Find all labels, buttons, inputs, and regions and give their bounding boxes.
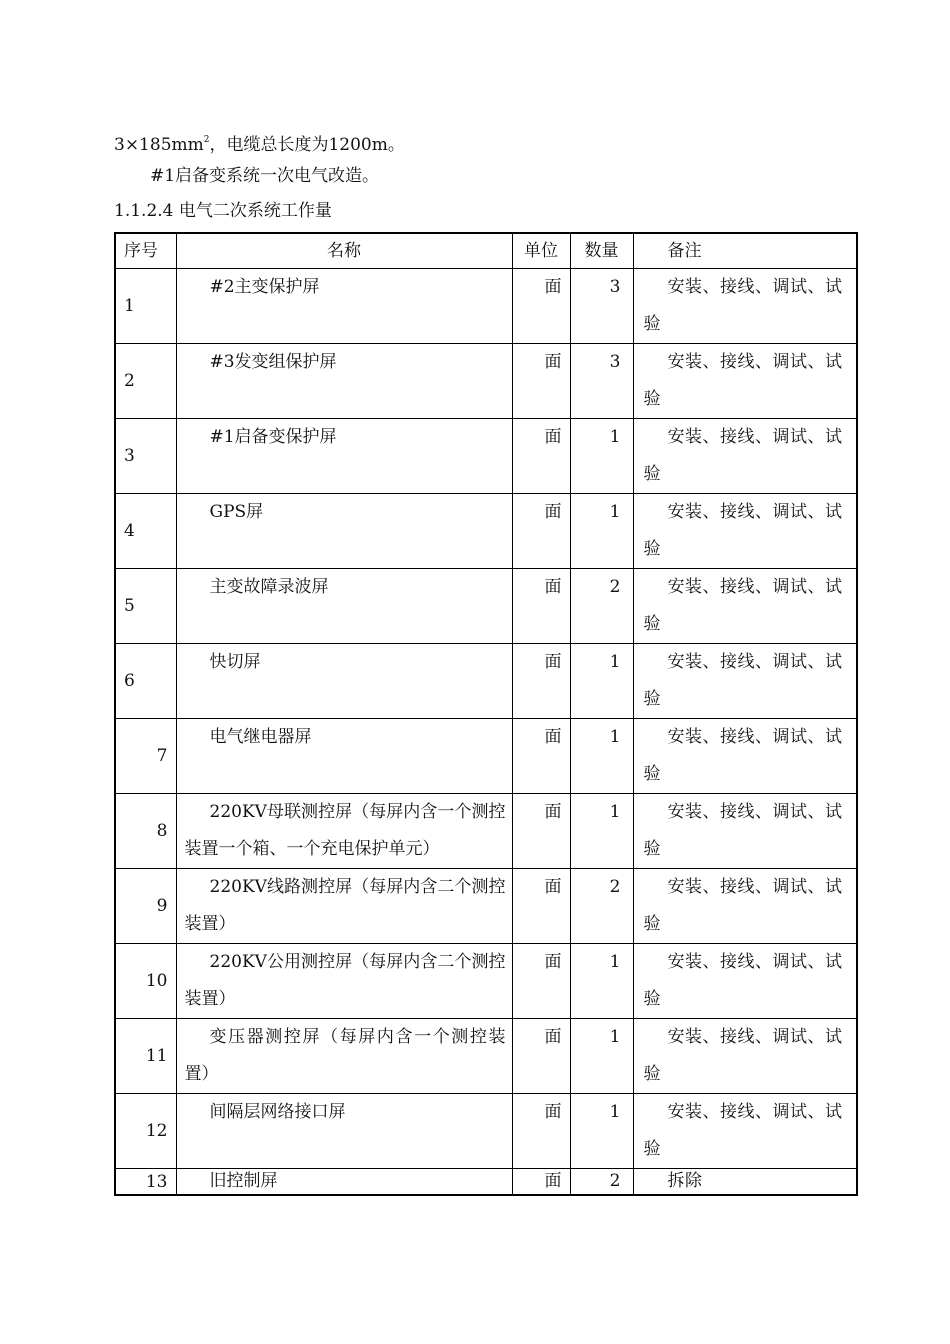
row-remark: 安装、接线、调试、试验 (633, 869, 857, 944)
row-quantity: 2 (570, 1169, 633, 1196)
row-unit: 面 (512, 419, 570, 494)
row-remark: 安装、接线、调试、试验 (633, 1094, 857, 1169)
table-row (115, 719, 857, 794)
table-row (115, 794, 857, 869)
row-unit: 面 (512, 794, 570, 869)
row-quantity: 3 (570, 269, 633, 344)
row-remark: 安装、接线、调试、试验 (633, 569, 857, 644)
row-name: GPS屏 (176, 494, 512, 569)
table-header-row (115, 233, 857, 269)
row-name: #3发变组保护屏 (176, 344, 512, 419)
row-unit: 面 (512, 1019, 570, 1094)
row-remark: 拆除 (633, 1169, 857, 1196)
table-row (115, 494, 857, 569)
table-row (115, 569, 857, 644)
header-index: 序号 (115, 233, 176, 269)
row-quantity: 1 (570, 1019, 633, 1094)
row-unit: 面 (512, 269, 570, 344)
row-name: 间隔层网络接口屏 (176, 1094, 512, 1169)
row-remark: 安装、接线、调试、试验 (633, 794, 857, 869)
row-index: 4 (115, 494, 176, 569)
row-remark: 安装、接线、调试、试验 (633, 494, 857, 569)
row-quantity: 1 (570, 944, 633, 1019)
row-unit: 面 (512, 869, 570, 944)
row-name: #2主变保护屏 (176, 269, 512, 344)
row-quantity: 1 (570, 644, 633, 719)
row-index: 12 (115, 1094, 176, 1169)
table-row (115, 644, 857, 719)
row-index: 9 (115, 869, 176, 944)
cable-spec-line (114, 128, 405, 157)
row-name: 变压器测控屏（每屏内含一个测控装置） (176, 1019, 512, 1094)
row-quantity: 1 (570, 419, 633, 494)
table-row (115, 869, 857, 944)
row-name: #1启备变保护屏 (176, 419, 512, 494)
row-index: 6 (115, 644, 176, 719)
section-heading: 1.1.2.4 电气二次系统工作量 (114, 201, 332, 221)
table-row (115, 1094, 857, 1169)
row-index: 2 (115, 344, 176, 419)
row-name: 电气继电器屏 (176, 719, 512, 794)
row-name: 220KV母联测控屏（每屏内含一个测控装置一个箱、一个充电保护单元） (176, 794, 512, 869)
row-quantity: 2 (570, 869, 633, 944)
row-name: 旧控制屏 (176, 1169, 512, 1196)
row-remark: 安装、接线、调试、试验 (633, 1019, 857, 1094)
row-name: 220KV线路测控屏（每屏内含二个测控装置） (176, 869, 512, 944)
workload-table (114, 232, 858, 1196)
row-index: 10 (115, 944, 176, 1019)
header-unit: 单位 (512, 233, 570, 269)
row-quantity: 3 (570, 344, 633, 419)
table-row (115, 344, 857, 419)
row-remark: 安装、接线、调试、试验 (633, 944, 857, 1019)
row-index: 1 (115, 269, 176, 344)
retrofit-line: #1启备变系统一次电气改造。 (150, 166, 380, 186)
row-unit: 面 (512, 719, 570, 794)
row-unit: 面 (512, 944, 570, 1019)
header-quantity: 数量 (570, 233, 633, 269)
row-remark: 安装、接线、调试、试验 (633, 344, 857, 419)
row-name: 主变故障录波屏 (176, 569, 512, 644)
table-row (115, 1169, 857, 1196)
row-quantity: 1 (570, 794, 633, 869)
row-quantity: 2 (570, 569, 633, 644)
row-quantity: 1 (570, 494, 633, 569)
cable-spec-superscript: 2 (203, 135, 210, 145)
row-unit: 面 (512, 494, 570, 569)
table-row (115, 419, 857, 494)
row-index: 8 (115, 794, 176, 869)
row-unit: 面 (512, 344, 570, 419)
header-remark: 备注 (633, 233, 857, 269)
row-unit: 面 (512, 1094, 570, 1169)
table-row (115, 269, 857, 344)
row-index: 13 (115, 1169, 176, 1196)
table-row (115, 1019, 857, 1094)
row-index: 7 (115, 719, 176, 794)
row-index: 3 (115, 419, 176, 494)
row-index: 5 (115, 569, 176, 644)
row-remark: 安装、接线、调试、试验 (633, 719, 857, 794)
row-quantity: 1 (570, 1094, 633, 1169)
cable-spec-prefix: 3×185mm (114, 135, 204, 155)
row-remark: 安装、接线、调试、试验 (633, 644, 857, 719)
row-unit: 面 (512, 644, 570, 719)
table-row (115, 944, 857, 1019)
row-name: 220KV公用测控屏（每屏内含二个测控装置） (176, 944, 512, 1019)
row-unit: 面 (512, 569, 570, 644)
row-remark: 安装、接线、调试、试验 (633, 269, 857, 344)
row-index: 11 (115, 1019, 176, 1094)
cable-spec-suffix: ，电缆总长度为1200m。 (209, 135, 405, 155)
header-name: 名称 (176, 233, 512, 269)
row-remark: 安装、接线、调试、试验 (633, 419, 857, 494)
row-name: 快切屏 (176, 644, 512, 719)
row-unit: 面 (512, 1169, 570, 1196)
row-quantity: 1 (570, 719, 633, 794)
